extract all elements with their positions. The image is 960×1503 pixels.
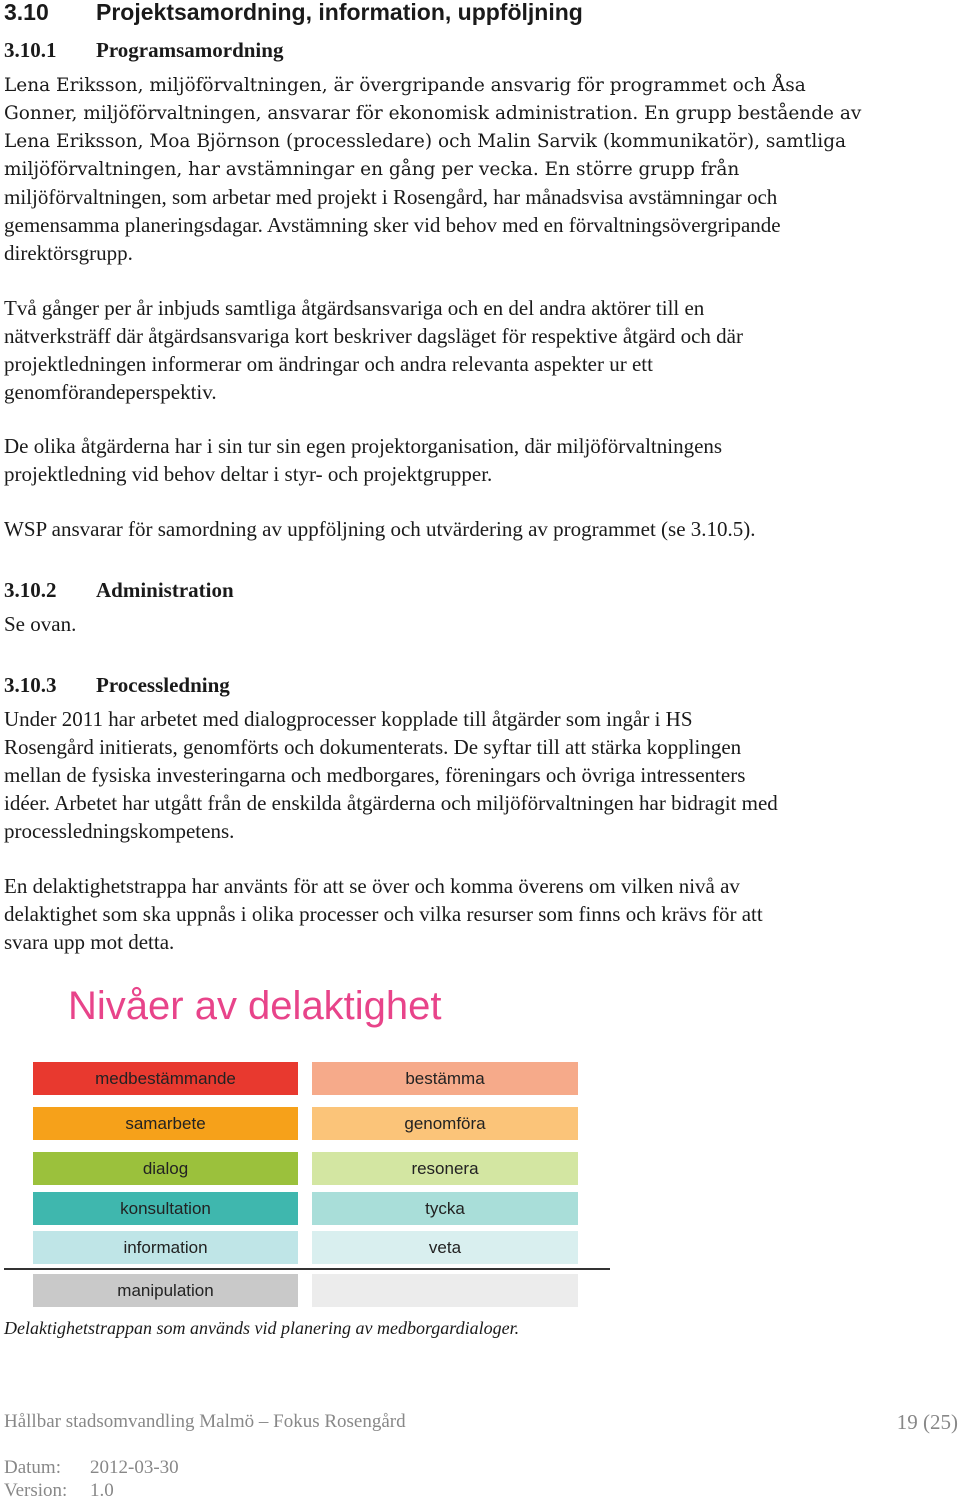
text-line: nätverksträff där åtgärdsansvariga kort beskriver dagsläget för respektive åtgärd och där — [4, 324, 743, 348]
figure-title: Nivåer av delaktighet — [68, 984, 442, 1028]
footer-version — [4, 1479, 114, 1503]
figure-divider — [4, 1268, 610, 1270]
footer-document-title: Hållbar stadsomvandling Malmö – Fokus Rosengård — [4, 1411, 406, 1432]
ladder-right-level: veta — [312, 1231, 578, 1264]
text-line: processledningskompetens. — [4, 819, 235, 843]
text-line: mellan de fysiska investeringarna och medborgares, föreningars och övriga intressenters — [4, 763, 746, 787]
text-line: Två gånger per år inbjuds samtliga åtgärdsansvariga och en del andra aktörer till en — [4, 296, 705, 320]
subsection-number: 3.10.1 — [4, 38, 57, 62]
paragraph-programsamordning-4 — [4, 515, 956, 543]
text-line: miljöförvaltningen, som arbetar med projekt i Rosengård, har månadsvisa avstämningar och — [4, 185, 778, 209]
subsection-heading-programsamordning — [4, 37, 283, 63]
date-label: Datum: — [4, 1457, 61, 1478]
ladder-left-level: samarbete — [33, 1107, 298, 1140]
subsection-number: 3.10.2 — [4, 578, 57, 602]
subsection-title: Programsamordning — [96, 38, 284, 62]
ladder-left-level: manipulation — [33, 1274, 298, 1307]
text-line: Lena Eriksson, miljöförvaltningen, är övergripande ansvarig för programmet och Åsa — [4, 75, 806, 96]
text-line: Rosengård initierats, genomförts och dokumenterats. De syftar till att stärka kopplingen — [4, 735, 742, 759]
paragraph-programsamordning-1b — [4, 183, 956, 267]
paragraph-programsamordning-3 — [4, 432, 956, 488]
ladder-left-level: dialog — [33, 1152, 298, 1185]
paragraph-programsamordning-2 — [4, 294, 956, 406]
version-label: Version: — [4, 1480, 68, 1501]
paragraph-processledning-2 — [4, 872, 956, 956]
subsection-heading-administration — [4, 577, 234, 603]
version-value: 1.0 — [90, 1480, 114, 1501]
ladder-right-level: bestämma — [312, 1062, 578, 1095]
ladder-left-level: information — [33, 1231, 298, 1264]
text-line: Se ovan. — [4, 612, 77, 636]
page-total: (25) — [923, 1410, 958, 1434]
text-line: En delaktighetstrappa har använts för att se över och komma överens om vilken nivå av — [4, 874, 740, 898]
ladder-left-level: medbestämmande — [33, 1062, 298, 1095]
section-number: 3.10 — [4, 0, 49, 25]
text-line: projektledningen informerar om ändringar och andra relevanta aspekter ur ett — [4, 352, 653, 376]
ladder-right-level: tycka — [312, 1192, 578, 1225]
subsection-number: 3.10.3 — [4, 673, 57, 697]
section-title: Projektsamordning, information, uppföljning — [96, 0, 583, 25]
ladder-right-level: resonera — [312, 1152, 578, 1185]
text-line: projektledning vid behov deltar i styr- och projektgrupper. — [4, 462, 493, 486]
paragraph-programsamordning-1 — [4, 72, 956, 184]
text-line: genomförandeperspektiv. — [4, 380, 217, 404]
ladder-right-level — [312, 1274, 578, 1307]
ladder-right-level: genomföra — [312, 1107, 578, 1140]
footer-page-number — [897, 1410, 958, 1435]
ladder-left-level: konsultation — [33, 1192, 298, 1225]
text-line: direktörsgrupp. — [4, 241, 133, 265]
text-line: Lena Eriksson, Moa Björnson (processledare) och Malin Sarvik (kommunikatör), samtliga — [4, 131, 847, 152]
text-line: svara upp mot detta. — [4, 930, 175, 954]
subsection-title: Processledning — [96, 673, 230, 697]
paragraph-administration — [4, 610, 956, 638]
text-line: miljöförvaltningen, har avstämningar en gång per vecka. En större grupp från — [4, 159, 740, 180]
date-value: 2012-03-30 — [90, 1457, 179, 1478]
subsection-heading-processledning — [4, 672, 230, 698]
text-line: WSP ansvarar för samordning av uppföljning och utvärdering av programmet (se 3.10.5). — [4, 517, 756, 541]
text-line: Gonner, miljöförvaltningen, ansvarar för ekonomisk administration. En grupp bestående av — [4, 103, 862, 124]
text-line: delaktighet som ska uppnås i olika processer och vilka resurser som finns och krävs för att — [4, 902, 763, 926]
text-line: idéer. Arbetet har utgått från de enskilda åtgärderna och miljöförvaltningen har bidragit med — [4, 791, 778, 815]
page-current: 19 — [896, 1410, 918, 1434]
paragraph-processledning-1 — [4, 705, 956, 845]
footer-date — [4, 1456, 179, 1480]
section-heading — [4, 0, 583, 26]
text-line: Under 2011 har arbetet med dialogprocesser kopplade till åtgärder som ingår i HS — [4, 707, 693, 731]
text-line: De olika åtgärderna har i sin tur sin egen projektorganisation, där miljöförvaltningens — [4, 434, 723, 458]
subsection-title: Administration — [96, 578, 234, 602]
text-line: gemensamma planeringsdagar. Avstämning sker vid behov med en förvaltningsövergripande — [4, 213, 781, 237]
figure-caption: Delaktighetstrappan som används vid planering av medborgardialoger. — [4, 1318, 520, 1338]
